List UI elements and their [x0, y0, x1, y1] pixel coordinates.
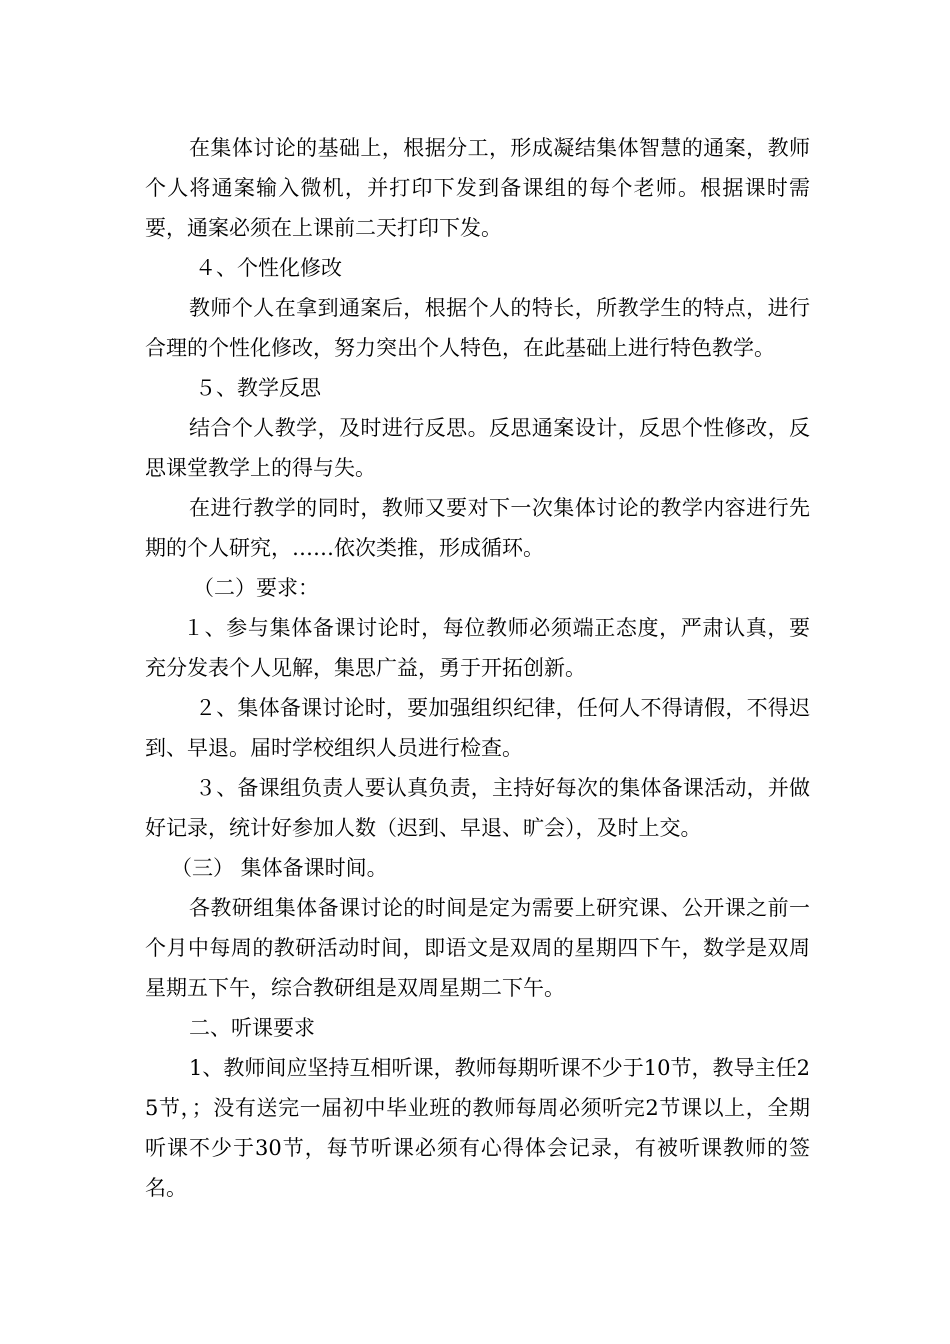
paragraph-teaching-reflection: 结合个人教学，及时进行反思。反思通案设计，反思个性修改，反思课堂教学上的得与失。	[145, 416, 810, 480]
paragraph-requirement-3: ３、备课组负责人要认真负责，主持好每次的集体备课活动，并做好记录，统计好参加人数（迟到、早退、旷会），及时上交。	[145, 776, 810, 840]
paragraph-lesson-prep-time: 各教研组集体备课讨论的时间是定为需要上研究课、公开课之前一个月中每周的教研活动时间，即语文是双周的星期四下午，数学是双周星期五下午，综合教研组是双周星期二下午。	[145, 896, 810, 1000]
paragraph-personalized-revision: 教师个人在拿到通案后，根据个人的特长，所教学生的特点，进行合理的个性化修改，努力突出个人特色，在此基础上进行特色教学。	[145, 296, 810, 360]
paragraph-observation-requirement-1: 1、教师间应坚持互相听课，教师每期听课不少于10节，教导主任25节，；没有送完一届初中毕业班的教师每周必须听完2节课以上，全期听课不少于30节，每节听课必须有心得体会记录，有被听课教师的签名。	[145, 1056, 810, 1200]
heading-requirements: （二）要求：	[193, 576, 319, 600]
paragraph-requirement-2: ２、集体备课讨论时，要加强组织纪律，任何人不得请假，不得迟到、早退。届时学校组织人员进行检查。	[145, 696, 810, 760]
document-body	[145, 128, 810, 1208]
heading-lesson-prep-time: （三） 集体备课时间。	[171, 856, 388, 880]
heading-teaching-reflection: ５、教学反思	[195, 376, 321, 400]
paragraph-requirement-1: １、参与集体备课讨论时，每位教师必须端正态度，严肃认真，要充分发表个人见解，集思广益，勇于开拓创新。	[145, 616, 810, 680]
paragraph-cycle: 在进行教学的同时，教师又要对下一次集体讨论的教学内容进行先期的个人研究，……依次类推，形成循环。	[145, 496, 810, 560]
heading-personalized-revision: ４、个性化修改	[195, 256, 342, 280]
paragraph-common-plan: 在集体讨论的基础上，根据分工，形成凝结集体智慧的通案，教师个人将通案输入微机，并打印下发到备课组的每个老师。根据课时需要，通案必须在上课前二天打印下发。	[145, 136, 810, 240]
heading-observation-requirements: 二、听课要求	[189, 1016, 315, 1040]
